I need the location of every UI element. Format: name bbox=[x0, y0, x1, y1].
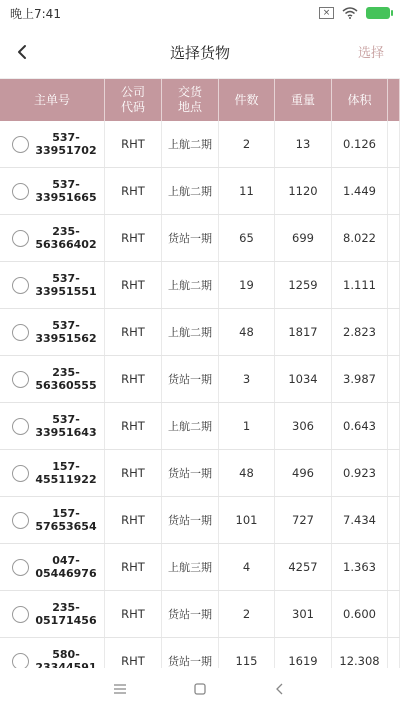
company-code-cell: RHT bbox=[105, 638, 162, 684]
pieces-cell: 115 bbox=[219, 638, 275, 684]
delivery-location-cell: 上航二期 bbox=[162, 121, 219, 167]
app-header bbox=[0, 26, 400, 79]
column-header-awb: 主单号 bbox=[0, 79, 105, 121]
awb-number: 537- 33951665 bbox=[35, 178, 97, 204]
delivery-location-cell: 上航三期 bbox=[162, 544, 219, 590]
awb-cell bbox=[0, 591, 105, 637]
company-code-cell: RHT bbox=[105, 356, 162, 402]
awb-number: 157- 45511922 bbox=[35, 460, 97, 486]
column-header-delivery: 交货 地点 bbox=[162, 79, 219, 121]
weight-cell: 496 bbox=[275, 450, 332, 496]
menu-icon bbox=[113, 683, 127, 695]
table-row[interactable] bbox=[0, 497, 400, 544]
status-bar bbox=[0, 0, 400, 26]
column-header-pieces: 件数 bbox=[219, 79, 275, 121]
extra-cell bbox=[388, 168, 400, 214]
pieces-cell: 1 bbox=[219, 403, 275, 449]
table-row[interactable] bbox=[0, 591, 400, 638]
awb-number: 537- 33951551 bbox=[35, 272, 97, 298]
row-radio-button[interactable] bbox=[12, 653, 29, 670]
volume-cell: 8.022 bbox=[332, 215, 388, 261]
pieces-cell: 101 bbox=[219, 497, 275, 543]
extra-cell bbox=[388, 262, 400, 308]
table-row[interactable] bbox=[0, 403, 400, 450]
weight-cell: 699 bbox=[275, 215, 332, 261]
company-code-cell: RHT bbox=[105, 544, 162, 590]
table-row[interactable] bbox=[0, 262, 400, 309]
delivery-location-cell: 货站一期 bbox=[162, 497, 219, 543]
volume-cell: 1.111 bbox=[332, 262, 388, 308]
pieces-cell: 65 bbox=[219, 215, 275, 261]
volume-cell: 0.600 bbox=[332, 591, 388, 637]
volume-cell: 1.449 bbox=[332, 168, 388, 214]
weight-cell: 1120 bbox=[275, 168, 332, 214]
menu-button[interactable] bbox=[108, 677, 132, 701]
status-icons bbox=[319, 7, 390, 19]
row-radio-button[interactable] bbox=[12, 277, 29, 294]
pieces-cell: 2 bbox=[219, 121, 275, 167]
volume-cell: 3.987 bbox=[332, 356, 388, 402]
pieces-cell: 2 bbox=[219, 591, 275, 637]
extra-cell bbox=[388, 309, 400, 355]
volume-cell: 0.126 bbox=[332, 121, 388, 167]
extra-cell bbox=[388, 591, 400, 637]
table-row[interactable] bbox=[0, 215, 400, 262]
delivery-location-cell: 货站一期 bbox=[162, 356, 219, 402]
extra-cell bbox=[388, 215, 400, 261]
awb-cell bbox=[0, 403, 105, 449]
table-header bbox=[0, 79, 400, 121]
row-radio-button[interactable] bbox=[12, 136, 29, 153]
delivery-location-cell: 上航二期 bbox=[162, 309, 219, 355]
delivery-location-cell: 货站一期 bbox=[162, 591, 219, 637]
weight-cell: 1619 bbox=[275, 638, 332, 684]
volume-cell: 1.363 bbox=[332, 544, 388, 590]
home-button[interactable] bbox=[188, 677, 212, 701]
volume-cell: 7.434 bbox=[332, 497, 388, 543]
awb-cell bbox=[0, 544, 105, 590]
weight-cell: 1817 bbox=[275, 309, 332, 355]
awb-number: 537- 33951643 bbox=[35, 413, 97, 439]
weight-cell: 4257 bbox=[275, 544, 332, 590]
awb-cell bbox=[0, 356, 105, 402]
select-button[interactable]: 选择 bbox=[357, 46, 384, 61]
awb-number: 235- 56360555 bbox=[35, 366, 97, 392]
extra-cell bbox=[388, 403, 400, 449]
delivery-location-cell: 货站一期 bbox=[162, 450, 219, 496]
table-row[interactable] bbox=[0, 544, 400, 591]
weight-cell: 13 bbox=[275, 121, 332, 167]
column-header-extra bbox=[388, 79, 400, 121]
awb-cell bbox=[0, 450, 105, 496]
table-body bbox=[0, 121, 400, 685]
pieces-cell: 19 bbox=[219, 262, 275, 308]
awb-cell bbox=[0, 168, 105, 214]
back-arrow-icon bbox=[15, 44, 29, 60]
awb-number: 537- 33951702 bbox=[35, 131, 97, 157]
status-time: 晚上7:41 bbox=[10, 6, 61, 21]
row-radio-button[interactable] bbox=[12, 183, 29, 200]
table-row[interactable] bbox=[0, 121, 400, 168]
system-nav-bar bbox=[0, 668, 400, 710]
company-code-cell: RHT bbox=[105, 591, 162, 637]
cargo-table bbox=[0, 79, 400, 685]
column-header-volume: 体积 bbox=[332, 79, 388, 121]
delivery-location-cell: 上航二期 bbox=[162, 168, 219, 214]
pieces-cell: 48 bbox=[219, 450, 275, 496]
volume-cell: 2.823 bbox=[332, 309, 388, 355]
weight-cell: 1259 bbox=[275, 262, 332, 308]
row-radio-button[interactable] bbox=[12, 559, 29, 576]
row-radio-button[interactable] bbox=[12, 465, 29, 482]
awb-number: 047- 05446976 bbox=[35, 554, 97, 580]
awb-cell bbox=[0, 497, 105, 543]
awb-cell bbox=[0, 262, 105, 308]
row-radio-button[interactable] bbox=[12, 230, 29, 247]
delivery-location-cell: 货站一期 bbox=[162, 638, 219, 684]
row-radio-button[interactable] bbox=[12, 606, 29, 623]
awb-number: 235- 56366402 bbox=[35, 225, 97, 251]
column-header-weight: 重量 bbox=[275, 79, 332, 121]
extra-cell bbox=[388, 450, 400, 496]
awb-cell bbox=[0, 121, 105, 167]
wifi-icon bbox=[342, 7, 358, 19]
awb-number: 235- 05171456 bbox=[35, 601, 97, 627]
awb-number: 537- 33951562 bbox=[35, 319, 97, 345]
delivery-location-cell: 上航二期 bbox=[162, 262, 219, 308]
awb-number: 580- bbox=[52, 648, 80, 661]
row-radio-button[interactable] bbox=[12, 418, 29, 435]
table-row[interactable] bbox=[0, 356, 400, 403]
company-code-cell: RHT bbox=[105, 403, 162, 449]
weight-cell: 301 bbox=[275, 591, 332, 637]
company-code-cell: RHT bbox=[105, 262, 162, 308]
awb-number: 157- 57653654 bbox=[35, 507, 97, 533]
company-code-cell: RHT bbox=[105, 309, 162, 355]
pieces-cell: 4 bbox=[219, 544, 275, 590]
awb-cell bbox=[0, 309, 105, 355]
home-icon bbox=[193, 682, 207, 696]
pieces-cell: 11 bbox=[219, 168, 275, 214]
company-code-cell: RHT bbox=[105, 497, 162, 543]
row-radio-button[interactable] bbox=[12, 324, 29, 341]
company-code-cell: RHT bbox=[105, 450, 162, 496]
pieces-cell: 48 bbox=[219, 309, 275, 355]
extra-cell bbox=[388, 356, 400, 402]
extra-cell bbox=[388, 121, 400, 167]
delivery-location-cell: 上航二期 bbox=[162, 403, 219, 449]
company-code-cell: RHT bbox=[105, 168, 162, 214]
delivery-location-cell: 货站一期 bbox=[162, 215, 219, 261]
weight-cell: 727 bbox=[275, 497, 332, 543]
table-row[interactable] bbox=[0, 309, 400, 356]
pieces-cell: 3 bbox=[219, 356, 275, 402]
volume-cell: 0.643 bbox=[332, 403, 388, 449]
nav-back-icon bbox=[274, 682, 286, 696]
column-header-company: 公司 代码 bbox=[105, 79, 162, 121]
sim-icon: × bbox=[319, 7, 334, 19]
awb-cell bbox=[0, 215, 105, 261]
back-button[interactable] bbox=[6, 36, 38, 68]
volume-cell: 12.308 bbox=[332, 638, 388, 684]
nav-back-button[interactable] bbox=[268, 677, 292, 701]
extra-cell bbox=[388, 544, 400, 590]
page-title: 选择货物 bbox=[169, 43, 230, 62]
weight-cell: 1034 bbox=[275, 356, 332, 402]
weight-cell: 306 bbox=[275, 403, 332, 449]
table-row[interactable] bbox=[0, 168, 400, 215]
row-radio-button[interactable] bbox=[12, 371, 29, 388]
volume-cell: 0.923 bbox=[332, 450, 388, 496]
battery-icon bbox=[366, 7, 390, 19]
row-radio-button[interactable] bbox=[12, 512, 29, 529]
company-code-cell: RHT bbox=[105, 121, 162, 167]
extra-cell bbox=[388, 497, 400, 543]
company-code-cell: RHT bbox=[105, 215, 162, 261]
table-row[interactable] bbox=[0, 450, 400, 497]
